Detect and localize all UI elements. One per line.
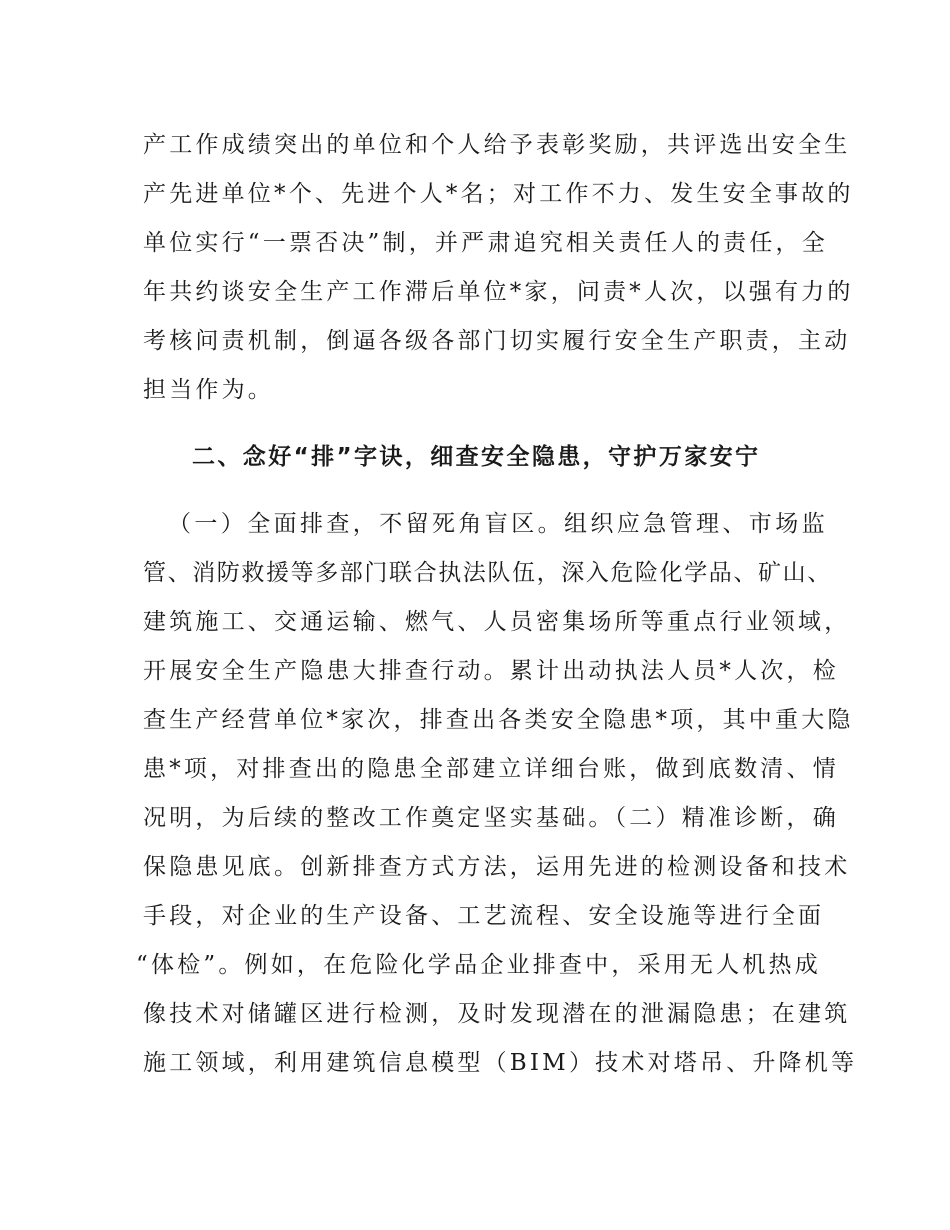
paragraph-line: 单位实行“一票否决”制，并严肃追究相关责任人的责任，全 bbox=[143, 230, 828, 256]
paragraph-line: 保隐患见底。创新排查方式方法，运用先进的检测设备和技术 bbox=[143, 854, 851, 880]
paragraph-line: 患*项，对排查出的隐患全部建立详细台账，做到底数清、情 bbox=[143, 756, 839, 782]
paragraph-line: 施工领域，利用建筑信息模型（BIM）技术对塔吊、升降机等 bbox=[143, 1050, 858, 1076]
paragraph-line: 手段，对企业的生产设备、工艺流程、安全设施等进行全面 bbox=[143, 903, 825, 929]
paragraph-line: 建筑施工、交通运输、燃气、人员密集场所等重点行业领域， bbox=[143, 609, 851, 635]
paragraph-line: 担当作为。 bbox=[143, 377, 274, 403]
paragraph-line: （一）全面排查，不留死角盲区。组织应急管理、市场监 bbox=[168, 511, 828, 537]
section-heading: 二、念好“排”字诀，细查安全隐患，守护万家安宁 bbox=[192, 444, 761, 470]
paragraph-line: “体检”。例如，在危险化学品企业排查中，采用无人机热成 bbox=[136, 952, 821, 978]
paragraph-line: 产工作成绩突出的单位和个人给予表彰奖励，共评选出安全生 bbox=[143, 132, 851, 158]
paragraph-line: 查生产经营单位*家次，排查出各类安全隐患*项，其中重大隐 bbox=[143, 707, 854, 733]
paragraph-line: 像技术对储罐区进行检测，及时发现潜在的泄漏隐患；在建筑 bbox=[143, 1001, 851, 1027]
paragraph-line: 况明，为后续的整改工作奠定坚实基础。（二）精准诊断，确 bbox=[143, 805, 839, 831]
paragraph-line: 考核问责机制，倒逼各级各部门切实履行安全生产职责，主动 bbox=[143, 328, 851, 354]
paragraph-line: 管、消防救援等多部门联合执法队伍，深入危险化学品、矿山、 bbox=[143, 560, 832, 586]
paragraph-line: 产先进单位*个、先进个人*名；对工作不力、发生安全事故的 bbox=[143, 181, 854, 207]
paragraph-line: 年共约谈安全生产工作滞后单位*家，问责*人次，以强有力的 bbox=[143, 279, 854, 305]
paragraph-line: 开展安全生产隐患大排查行动。累计出动执法人员*人次，检 bbox=[143, 658, 839, 684]
